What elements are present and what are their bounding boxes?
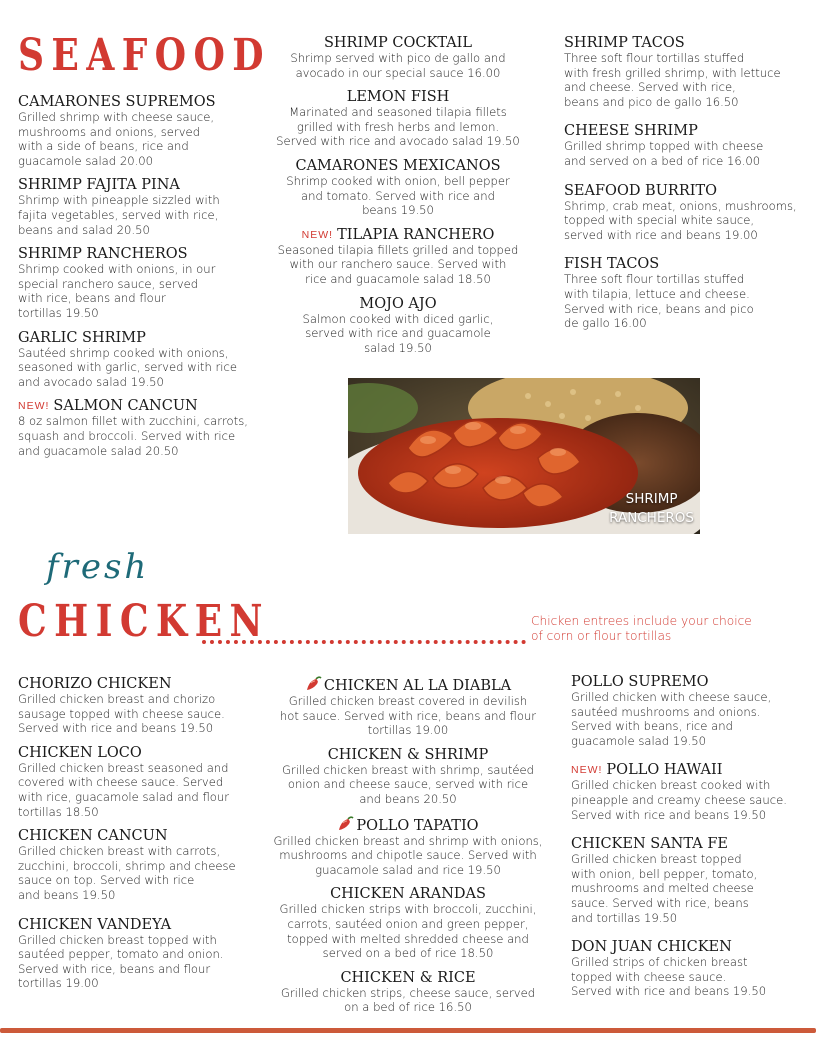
- menu-item-name: CHICKEN LOCO: [18, 744, 142, 761]
- menu-item: [272, 227, 524, 287]
- menu-item-name: CHICKEN & RICE: [340, 969, 476, 986]
- menu-item-name: SHRIMP COCKTAIL: [323, 35, 473, 51]
- menu-item-name-row: [272, 816, 544, 834]
- menu-item: [272, 35, 524, 80]
- menu-item: [18, 330, 268, 390]
- menu-item-description: Grilled chicken breast covered in devilish hot sauce. Served with rice, beans and flour tortillas 19.00: [279, 694, 537, 738]
- menu-item-name: POLLO TAPATIO: [356, 817, 479, 834]
- menu-item-name: CHICKEN CANCUN: [18, 828, 168, 845]
- chicken-tortilla-note: Chicken entrees include your choice of corn or flour tortillas: [531, 614, 752, 643]
- menu-item-description: Shrimp, crab meat, onions, mushrooms, topped with special white sauce, served with rice and beans 19.00: [564, 198, 797, 242]
- menu-item-name: POLLO SUPREMO: [571, 674, 709, 690]
- menu-item: [571, 836, 806, 925]
- menu-item-name: SHRIMP FAJITA PINA: [18, 177, 180, 194]
- menu-item-name: CHEESE SHRIMP: [564, 123, 698, 140]
- menu-item-name: CAMARONES MEXICANOS: [295, 157, 501, 174]
- menu-item: [272, 886, 544, 960]
- menu-item: [18, 177, 268, 237]
- menu-item-name-row: [272, 227, 524, 243]
- seafood-left-column: [18, 94, 268, 458]
- chili-pepper-icon: [337, 816, 355, 832]
- menu-item-name: CAMARONES SUPREMOS: [18, 94, 216, 110]
- bottom-divider-rule: [0, 1028, 816, 1033]
- menu-item: [18, 94, 268, 168]
- menu-item-name: CHORIZO CHICKEN: [18, 676, 172, 692]
- seafood-right-column: [564, 35, 804, 331]
- menu-item: [272, 158, 524, 218]
- menu-item-name-row: [18, 398, 268, 414]
- menu-item: [571, 674, 806, 748]
- menu-item-name: CHICKEN & SHRIMP: [327, 746, 489, 763]
- menu-item: [272, 747, 544, 807]
- menu-item-description: Three soft flour tortillas stuffed with tilapia, lettuce and cheese. Served with rice, beans and pico de gallo 16.00: [564, 272, 754, 331]
- menu-item-description: Grilled chicken breast and chorizo sausage topped with cheese sauce. Served with rice and beans 19.50: [18, 692, 225, 736]
- menu-item-name: CHICKEN ARANDAS: [330, 886, 486, 903]
- menu-item-name: SHRIMP TACOS: [564, 35, 685, 51]
- menu-item-name: SHRIMP RANCHEROS: [18, 246, 188, 263]
- chicken-right-column: [571, 674, 806, 999]
- new-badge: NEW!: [18, 400, 50, 413]
- menu-item: [272, 89, 524, 149]
- menu-item: [571, 939, 806, 999]
- fresh-script-heading: fresh: [46, 547, 150, 587]
- seafood-section-title: SEAFOOD: [18, 30, 271, 81]
- menu-item-name: FISH TACOS: [564, 256, 660, 273]
- menu-item-name: MOJO AJO: [359, 295, 437, 312]
- menu-item-description: Shrimp cooked with onion, bell pepper and tomato. Served with rice and beans 19.50: [286, 173, 510, 218]
- menu-item-description: Shrimp with pineapple sizzled with fajita vegetables, served with rice, beans and salad 20.50: [18, 193, 220, 237]
- menu-item-description: Grilled chicken breast with shrimp, sautéed onion and cheese sauce, served with rice and beans 20.50: [281, 762, 535, 806]
- menu-item: [564, 35, 804, 109]
- menu-item-description: Marinated and seasoned tilapia fillets grilled with fresh herbs and lemon. Served with rice and avocado salad 19.50: [276, 105, 520, 149]
- new-badge: NEW!: [571, 764, 603, 777]
- menu-item: [564, 123, 804, 168]
- menu-item-description: Shrimp cooked with onions, in our special ranchero sauce, served with rice, beans and flour tortillas 19.50: [18, 262, 216, 320]
- menu-item-name-row: [571, 762, 806, 778]
- menu-item: [272, 970, 544, 1015]
- dotted-leader-divider: [202, 620, 526, 644]
- menu-item-description: Grilled chicken strips with broccoli, zucchini, carrots, sautéed onion and green pepper, topped with melted shredded cheese and served on a bed of rice 18.50: [279, 902, 537, 961]
- menu-item-description: Grilled chicken strips, cheese sauce, served on a bed of rice 16.50: [280, 985, 536, 1015]
- menu-item-description: Grilled shrimp with cheese sauce, mushrooms and onions, served with a side of beans, rice and guacamole salad 20.00: [18, 110, 215, 168]
- photo-caption: SHRIMP RANCHEROS: [609, 491, 694, 526]
- menu-item-name: SEAFOOD BURRITO: [564, 182, 718, 199]
- seafood-middle-column: [272, 35, 524, 355]
- menu-item: [18, 398, 268, 458]
- menu-item-description: Grilled strips of chicken breast topped with cheese sauce. Served with rice and beans 19.50: [571, 955, 767, 999]
- menu-item-description: Seasoned tilapia fillets grilled and topped with our ranchero sauce. Served with rice and guacamole salad 18.50: [277, 242, 519, 286]
- chicken-middle-column: [272, 676, 544, 1015]
- menu-item: [272, 676, 544, 738]
- menu-item-description: Grilled chicken breast with carrots, zucchini, broccoli, shrimp and cheese sauce on top. Served with rice and beans 19.50: [18, 844, 236, 902]
- menu-item-name-row: [272, 676, 544, 694]
- new-badge: NEW!: [301, 228, 334, 241]
- menu-item-description: Grilled chicken with cheese sauce, sautéed mushrooms and onions. Served with beans, rice and guacamole salad 19.50: [571, 690, 772, 748]
- menu-item-name: LEMON FISH: [346, 89, 450, 106]
- menu-item-name: SALMON CANCUN: [53, 398, 198, 415]
- menu-item-description: 8 oz salmon fillet with zucchini, carrots, squash and broccoli. Served with rice and guacamole salad 20.50: [18, 414, 248, 458]
- menu-item-description: Grilled shrimp topped with cheese and served on a bed of rice 16.00: [564, 139, 764, 168]
- chili-pepper-icon: [305, 676, 323, 692]
- menu-item-description: Grilled chicken breast topped with sautéed pepper, tomato and onion. Served with rice, beans and flour tortillas 19.00: [18, 932, 224, 991]
- menu-item-name: DON JUAN CHICKEN: [571, 939, 732, 956]
- menu-item: [18, 917, 268, 991]
- menu-item: [571, 762, 806, 822]
- menu-item-name: CHICKEN SANTA FE: [571, 836, 728, 853]
- menu-item: [564, 256, 804, 330]
- menu-item-description: Sautéed shrimp cooked with onions, seasoned with garlic, served with rice and avocado salad 19.50: [18, 345, 237, 389]
- menu-item-name: POLLO HAWAII: [606, 762, 723, 779]
- menu-item-description: Grilled chicken breast seasoned and covered with cheese sauce. Served with rice, guacamole salad and flour tortillas 18.50: [18, 760, 229, 819]
- chicken-left-column: [18, 676, 268, 991]
- menu-item-description: Shrimp served with pico de gallo and avocado in our special sauce 16.00: [290, 51, 506, 80]
- menu-item: [18, 828, 268, 902]
- menu-item-description: Salmon cooked with diced garlic, served with rice and guacamole salad 19.50: [302, 311, 494, 355]
- shrimp-rancheros-photo: [348, 378, 700, 534]
- menu-item-name: CHICKEN AL LA DIABLA: [323, 678, 512, 694]
- menu-item-description: Grilled chicken breast cooked with pineapple and creamy cheese sauce. Served with rice and beans 19.50: [571, 778, 787, 822]
- menu-item-description: Grilled chicken breast topped with onion, bell pepper, tomato, mushrooms and melted cheese sauce. Served with rice, beans and tortillas 19.50: [571, 852, 758, 925]
- menu-item-description: Grilled chicken breast and shrimp with onions, mushrooms and chipotle sauce. Served with guacamole salad and rice 19.50: [273, 833, 543, 877]
- menu-item: [564, 183, 804, 243]
- chicken-section-title: CHICKEN: [18, 596, 270, 647]
- menu-item: [272, 816, 544, 878]
- menu-item: [18, 676, 268, 736]
- menu-item: [272, 296, 524, 356]
- menu-item: [18, 745, 268, 819]
- menu-item-name: TILAPIA RANCHERO: [337, 226, 495, 243]
- menu-item-name: GARLIC SHRIMP: [18, 329, 146, 346]
- menu-item-description: Three soft flour tortillas stuffed with fresh grilled shrimp, with lettuce and cheese. Served with rice, beans and pico de gallo 16.50: [564, 51, 781, 109]
- menu-item-name: CHICKEN VANDEYA: [18, 916, 172, 933]
- menu-item: [18, 246, 268, 320]
